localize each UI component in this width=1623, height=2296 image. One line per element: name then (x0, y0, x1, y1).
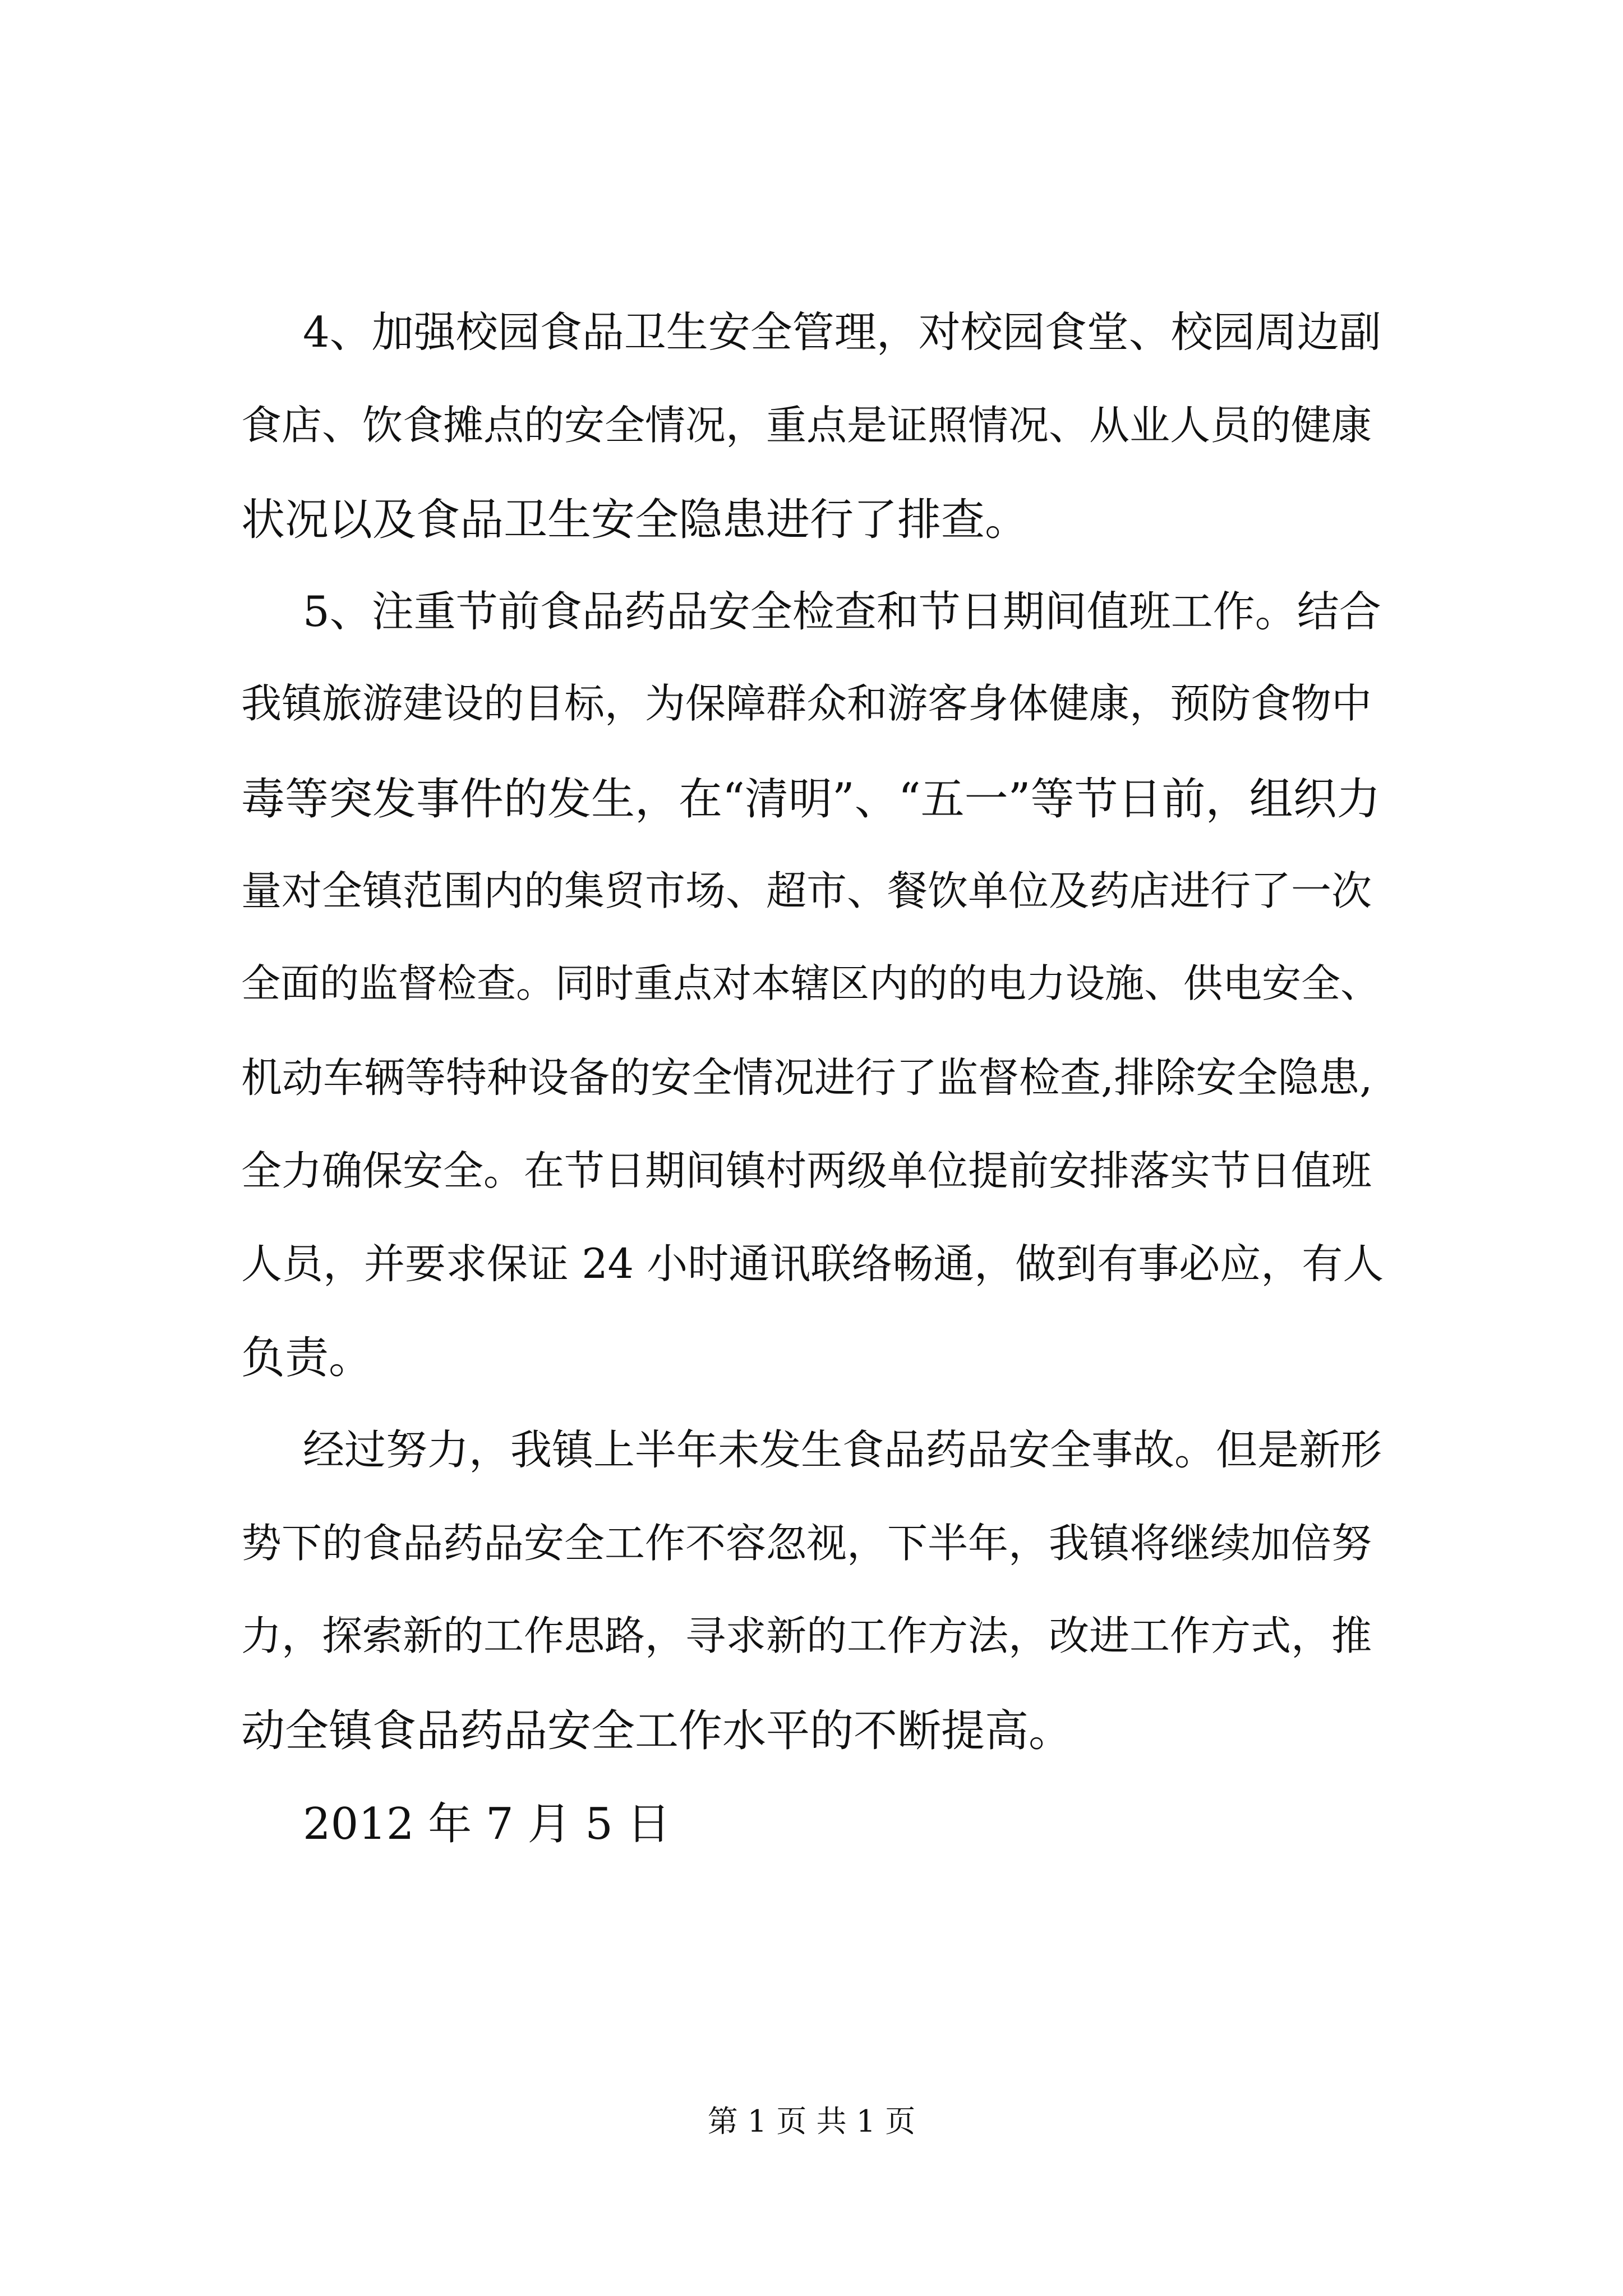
paragraph-2-line-1: 5、注重节前食品药品安全检查和节日期间值班工作。结合 (303, 587, 1381, 636)
paragraph-1-line-3: 状况以及食品卫生安全隐患进行了排查。 (241, 495, 1029, 545)
paragraph-2-line-6: 机动车辆等特种设备的安全情况进行了监督检查,排除安全隐患, (241, 1054, 1373, 1102)
document-date: 2012 年 7 月 5 日 (303, 1799, 671, 1849)
paragraph-3-line-1: 经过努力，我镇上半年未发生食品药品安全事故。但是新形 (303, 1426, 1382, 1474)
paragraph-2-line-3: 毒等突发事件的发生，在“清明”、“五一”等节日前，组织力 (241, 774, 1381, 825)
paragraph-2-line-2: 我镇旅游建设的目标，为保障群众和游客身体健康，预防食物中 (241, 680, 1372, 727)
paragraph-3-line-4: 动全镇食品药品安全工作水平的不断提高。 (241, 1706, 1073, 1756)
paragraph-2-line-8: 人员，并要求保证 24 小时通讯联络畅通，做到有事必应，有人 (241, 1240, 1384, 1288)
paragraph-3-line-2: 势下的食品药品安全工作不容忽视，下半年，我镇将继续加倍努 (241, 1520, 1372, 1567)
paragraph-1-line-1: 4、加强校园食品卫生安全管理，对校园食堂、校园周边副 (303, 307, 1381, 357)
paragraph-1-line-2: 食店、饮食摊点的安全情况，重点是证照情况、从业人员的健康 (241, 402, 1372, 449)
page-number-footer: 第 1 页 共 1 页 (707, 2104, 916, 2139)
paragraph-2-line-5: 全面的监督检查。同时重点对本辖区内的的电力设施、供电安全、 (241, 960, 1380, 1006)
paragraph-2-line-7: 全力确保安全。在节日期间镇村两级单位提前安排落实节日值班 (241, 1147, 1372, 1194)
paragraph-2-line-9: 负责。 (241, 1333, 373, 1383)
paragraph-3-line-3: 力，探索新的工作思路，寻求新的工作方法，改进工作方式，推 (241, 1612, 1372, 1659)
paragraph-2-line-4: 量对全镇范围内的集贸市场、超市、餐饮单位及药店进行了一次 (241, 867, 1372, 914)
